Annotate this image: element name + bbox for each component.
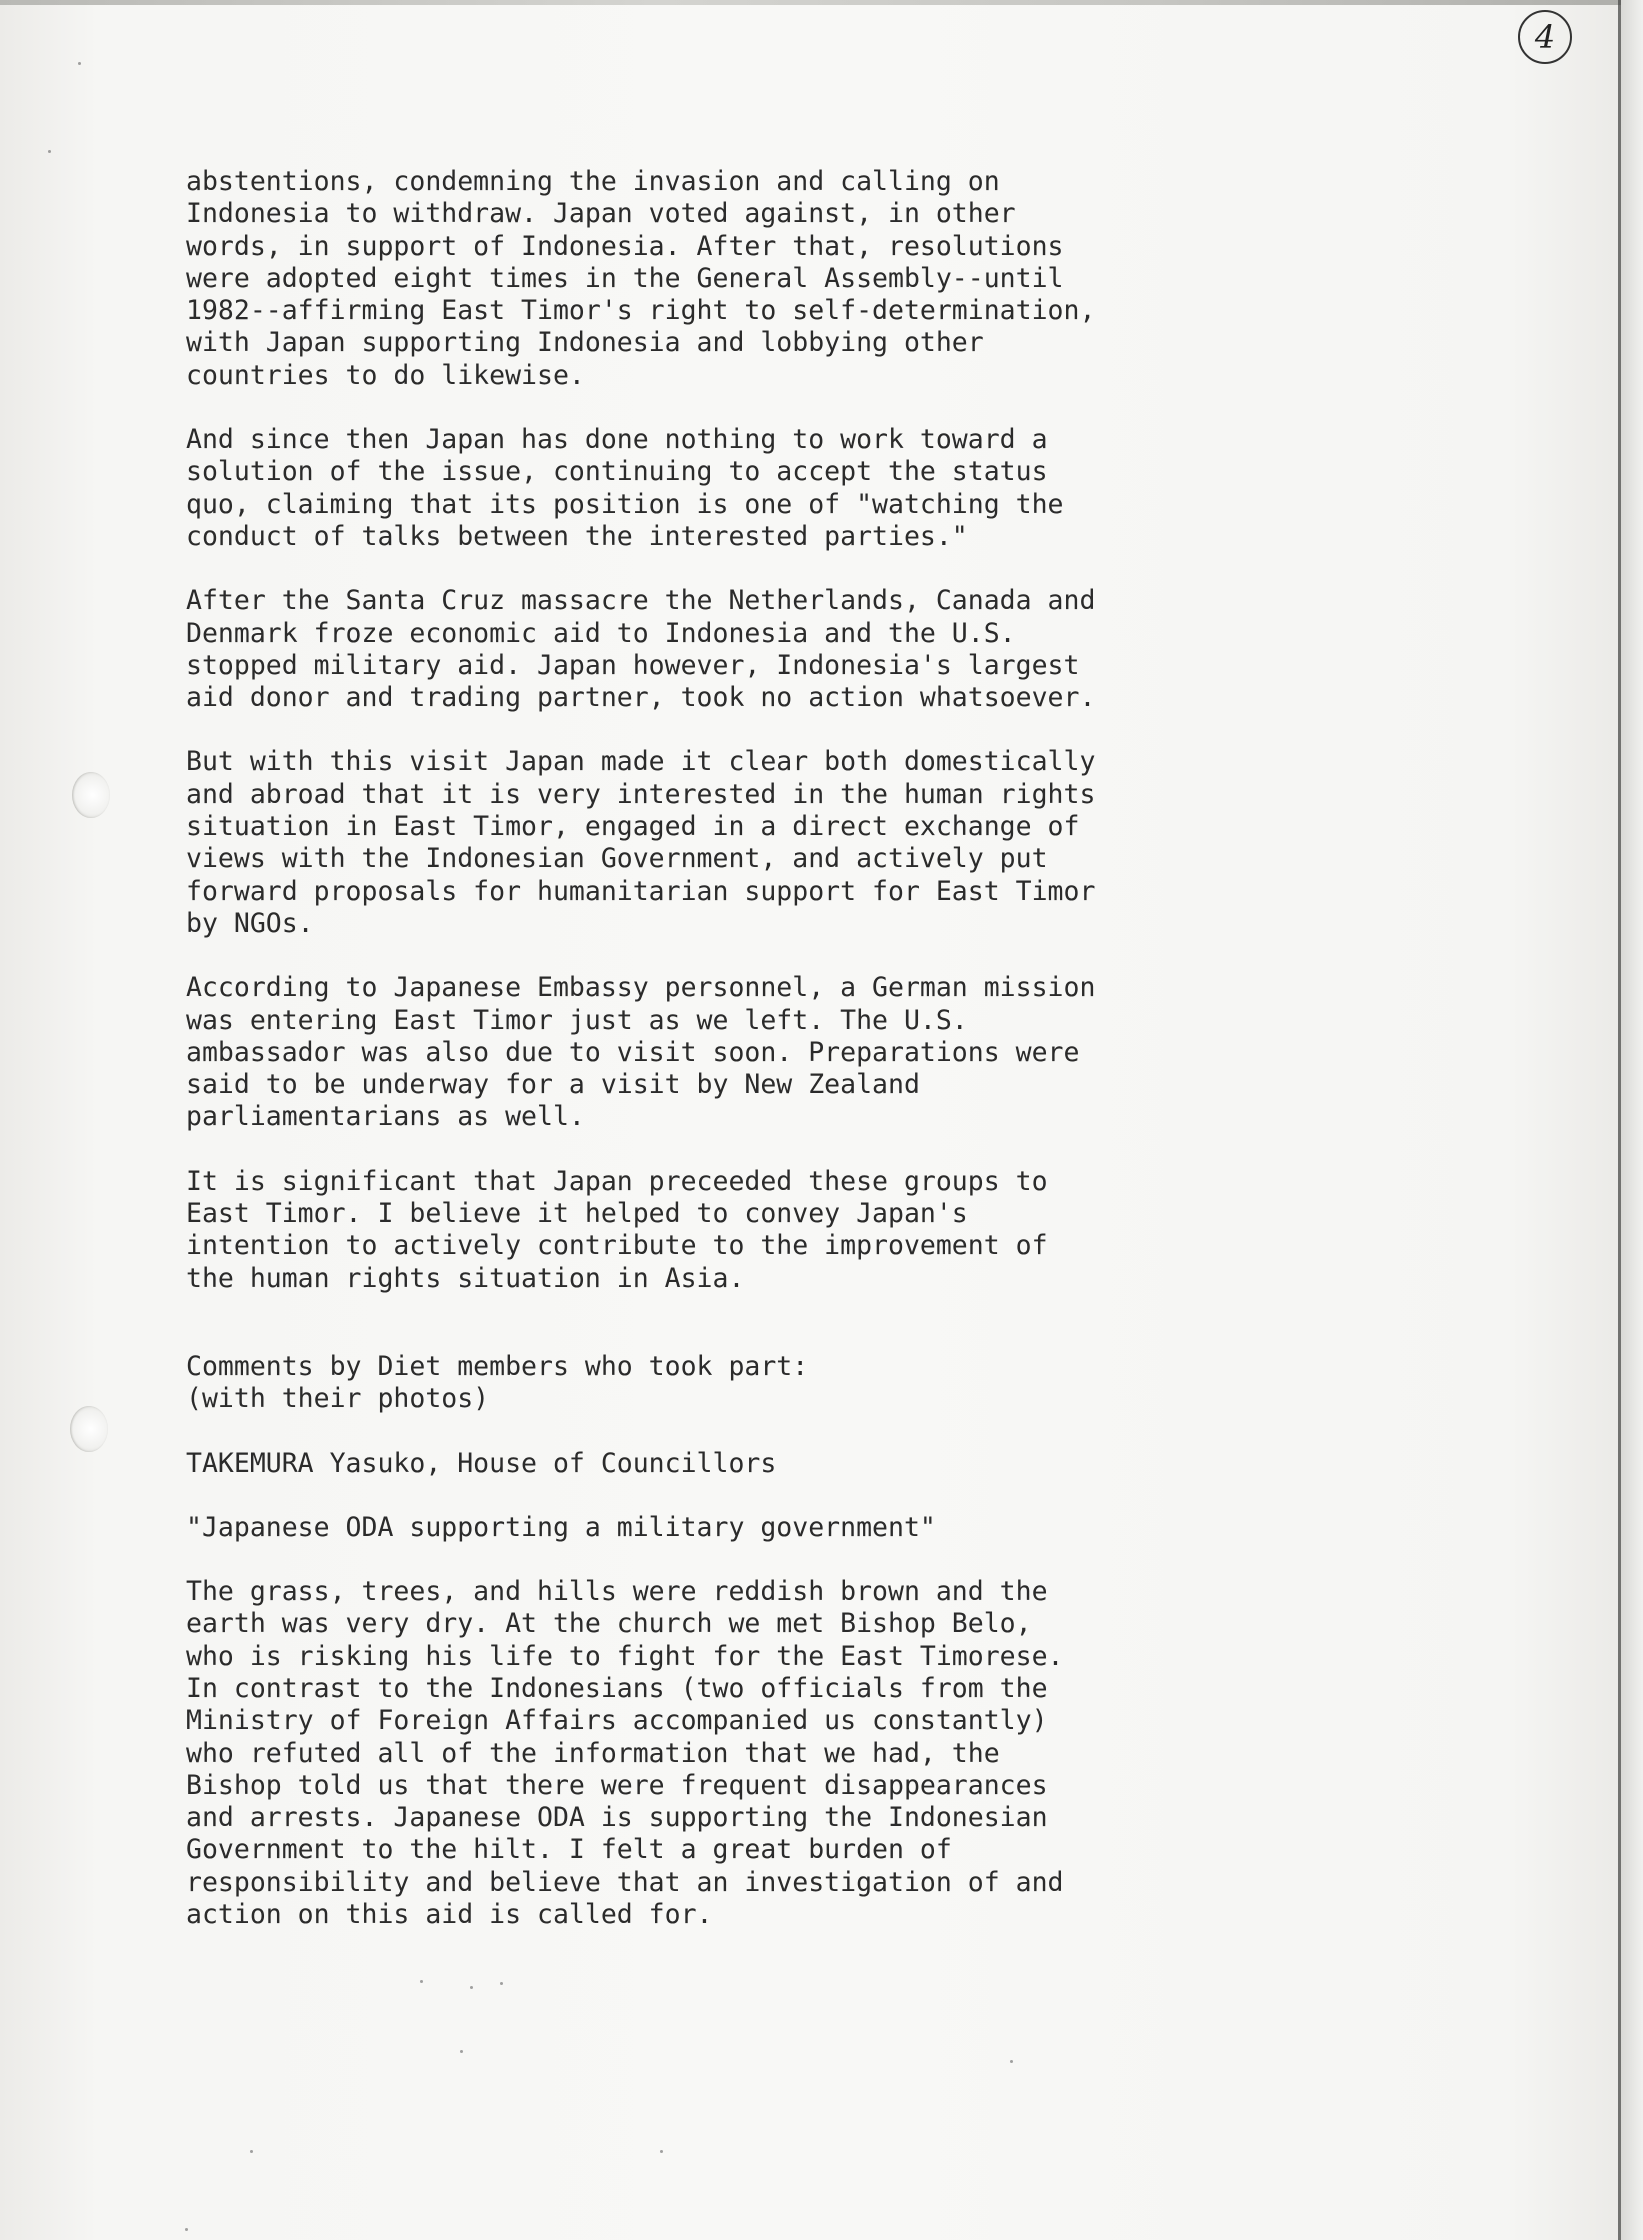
paragraph-santa-cruz: After the Santa Cruz massacre the Netherlands, Canada and Denmark froze economic aid to Indonesia and the U.S. stopped military aid. Japan however, Indonesia's largest aid donor and trading partner, took no action whatsoever. <box>186 585 1096 714</box>
paper-speck <box>48 150 51 153</box>
punch-hole-lower <box>70 1406 108 1452</box>
paper-speck <box>420 1980 423 1983</box>
paper-speck <box>78 62 81 65</box>
paper-speck <box>660 2150 663 2153</box>
paper-speck <box>1010 2060 1013 2063</box>
document-body <box>186 166 1446 1963</box>
paper-speck <box>460 2050 463 2053</box>
paragraph-visit-significance: But with this visit Japan made it clear both domestically and abroad that it is very interested in the human rights situation in East Timor, engaged in a direct exchange of views with the Indonesian Government, and actively put forward proposals for humanitarian support for East Timor by NGOs. <box>186 746 1096 939</box>
page-right-edge <box>1618 0 1621 2240</box>
paper-speck <box>470 1986 473 1989</box>
paragraph-un-resolutions: abstentions, condemning the invasion and calling on Indonesia to withdraw. Japan voted against, in other words, in support of Indonesia. After that, resolutions were adopted eight times in the General Assembly--until 1982--affirming East Timor's right to self-determination, with Japan supporting Indonesia and lobbying other countries to do likewise. <box>186 166 1096 391</box>
comments-heading: Comments by Diet members who took part: (with their photos) <box>186 1350 809 1415</box>
paper-speck <box>500 1982 503 1985</box>
quote-title: "Japanese ODA supporting a military government" <box>186 1511 936 1543</box>
paper-speck <box>250 2150 253 2153</box>
paper-speck <box>185 2228 188 2231</box>
paragraph-other-missions: According to Japanese Embassy personnel, a German mission was entering East Timor just as we left. The U.S. ambassador was also due to visit soon. Preparations were said to be underway for a visit by New Zealand parliamentarians as well. <box>186 972 1096 1133</box>
member-name: TAKEMURA Yasuko, House of Councillors <box>186 1447 777 1479</box>
punch-hole-upper <box>72 772 110 818</box>
paragraph-japan-inaction: And since then Japan has done nothing to work toward a solution of the issue, continuing to accept the status quo, claiming that its position is one of "watching the conduct of talks between the interested parties." <box>186 424 1064 552</box>
paragraph-japan-preceded: It is significant that Japan preceeded these groups to East Timor. I believe it helped to convey Japan's intention to actively contribute to the improvement of the human rights situation in Asia. <box>186 1165 1048 1294</box>
page-top-edge <box>0 0 1643 5</box>
member-statement: The grass, trees, and hills were reddish brown and the earth was very dry. At the church we met Bishop Belo, who is risking his life to fight for the East Timorese. In contrast to the Indonesians (two officials from the Ministry of Foreign Affairs accompanied us constantly) who refuted all of the information that we had, the Bishop told us that there were frequent disappearances and arrests. Japanese ODA is supporting the Indonesian Government to the hilt. I felt a great burden of responsibility and believe that an investigation of and action on this aid is called for. <box>186 1576 1064 1931</box>
page-number: 4 <box>1518 10 1572 64</box>
page-right-shadow <box>1621 0 1643 2240</box>
